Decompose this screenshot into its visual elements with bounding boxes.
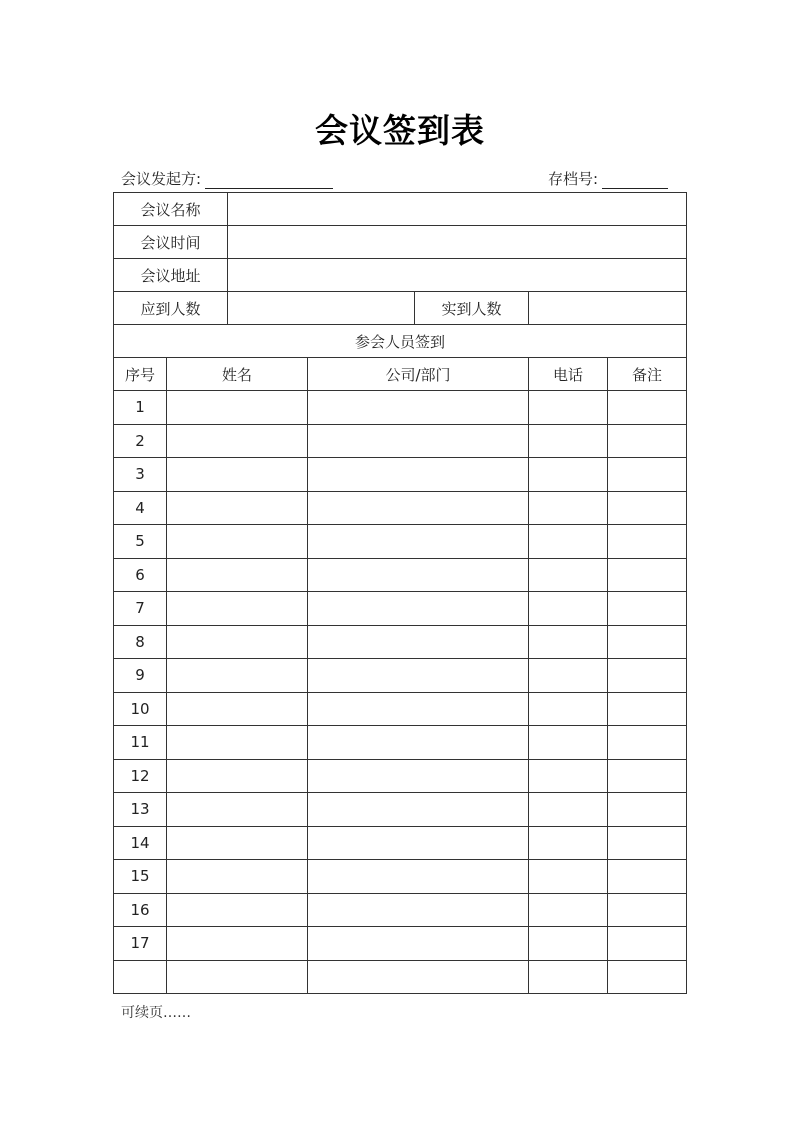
row-index: 11 <box>114 726 167 760</box>
attendee-rows <box>114 391 687 994</box>
remark-cell[interactable] <box>608 893 687 927</box>
phone-cell[interactable] <box>529 927 608 961</box>
remark-cell[interactable] <box>608 692 687 726</box>
meeting-name-row <box>114 193 687 226</box>
name-cell[interactable] <box>167 491 308 525</box>
phone-cell[interactable] <box>529 558 608 592</box>
phone-cell[interactable] <box>529 491 608 525</box>
expected-count-label: 应到人数 <box>114 292 228 325</box>
remark-cell[interactable] <box>608 826 687 860</box>
table-row <box>114 659 687 693</box>
col-header-company: 公司/部门 <box>308 358 529 391</box>
table-row <box>114 893 687 927</box>
organizer-label: 会议发起方: <box>121 170 202 188</box>
col-header-phone: 电话 <box>529 358 608 391</box>
name-cell[interactable] <box>167 860 308 894</box>
remark-cell[interactable] <box>608 491 687 525</box>
archive-blank[interactable] <box>602 172 668 189</box>
table-row <box>114 625 687 659</box>
company-cell[interactable] <box>308 525 529 559</box>
name-cell[interactable] <box>167 592 308 626</box>
company-cell[interactable] <box>308 558 529 592</box>
company-cell[interactable] <box>308 726 529 760</box>
name-cell[interactable] <box>167 927 308 961</box>
remark-cell[interactable] <box>608 659 687 693</box>
attendance-count-row <box>114 292 687 325</box>
section-title: 参会人员签到 <box>114 325 687 358</box>
row-index: 14 <box>114 826 167 860</box>
table-row <box>114 793 687 827</box>
meeting-time-label: 会议时间 <box>114 226 228 259</box>
phone-cell[interactable] <box>529 826 608 860</box>
name-cell[interactable] <box>167 960 308 994</box>
section-title-row <box>114 325 687 358</box>
phone-cell[interactable] <box>529 625 608 659</box>
table-row <box>114 491 687 525</box>
remark-cell[interactable] <box>608 759 687 793</box>
row-index: 2 <box>114 424 167 458</box>
row-index: 6 <box>114 558 167 592</box>
name-cell[interactable] <box>167 893 308 927</box>
row-index: 15 <box>114 860 167 894</box>
name-cell[interactable] <box>167 391 308 425</box>
archive-field <box>548 168 668 189</box>
phone-cell[interactable] <box>529 759 608 793</box>
row-index: 7 <box>114 592 167 626</box>
table-row <box>114 558 687 592</box>
company-cell[interactable] <box>308 592 529 626</box>
row-index: 13 <box>114 793 167 827</box>
company-cell[interactable] <box>308 391 529 425</box>
name-cell[interactable] <box>167 424 308 458</box>
company-cell[interactable] <box>308 793 529 827</box>
signin-table <box>113 192 687 994</box>
company-cell[interactable] <box>308 424 529 458</box>
phone-cell[interactable] <box>529 893 608 927</box>
company-cell[interactable] <box>308 759 529 793</box>
company-cell[interactable] <box>308 826 529 860</box>
company-cell[interactable] <box>308 659 529 693</box>
phone-cell[interactable] <box>529 391 608 425</box>
expected-count-cell[interactable] <box>228 292 415 325</box>
phone-cell[interactable] <box>529 726 608 760</box>
row-index <box>114 960 167 994</box>
table-row <box>114 692 687 726</box>
name-cell[interactable] <box>167 793 308 827</box>
table-row <box>114 424 687 458</box>
phone-cell[interactable] <box>529 458 608 492</box>
remark-cell[interactable] <box>608 625 687 659</box>
table-row <box>114 759 687 793</box>
organizer-blank[interactable] <box>205 172 333 189</box>
name-cell[interactable] <box>167 826 308 860</box>
row-index: 12 <box>114 759 167 793</box>
remark-cell[interactable] <box>608 860 687 894</box>
remark-cell[interactable] <box>608 793 687 827</box>
table-row <box>114 592 687 626</box>
name-cell[interactable] <box>167 625 308 659</box>
page-title: 会议签到表 <box>315 111 485 150</box>
row-index: 17 <box>114 927 167 961</box>
row-index: 4 <box>114 491 167 525</box>
name-cell[interactable] <box>167 458 308 492</box>
table-row <box>114 726 687 760</box>
remark-cell[interactable] <box>608 458 687 492</box>
company-cell[interactable] <box>308 692 529 726</box>
col-header-index: 序号 <box>114 358 167 391</box>
name-cell[interactable] <box>167 726 308 760</box>
actual-count-label: 实到人数 <box>415 292 529 325</box>
phone-cell[interactable] <box>529 525 608 559</box>
row-index: 9 <box>114 659 167 693</box>
archive-label: 存档号: <box>548 170 599 188</box>
row-index: 5 <box>114 525 167 559</box>
meeting-name-cell[interactable] <box>228 193 687 226</box>
table-row <box>114 860 687 894</box>
remark-cell[interactable] <box>608 592 687 626</box>
company-cell[interactable] <box>308 927 529 961</box>
table-row <box>114 525 687 559</box>
meeting-address-label: 会议地址 <box>114 259 228 292</box>
row-index: 3 <box>114 458 167 492</box>
company-cell[interactable] <box>308 491 529 525</box>
remark-cell[interactable] <box>608 525 687 559</box>
table-row <box>114 826 687 860</box>
remark-cell[interactable] <box>608 927 687 961</box>
company-cell[interactable] <box>308 960 529 994</box>
row-index: 1 <box>114 391 167 425</box>
table-row <box>114 960 687 994</box>
name-cell[interactable] <box>167 659 308 693</box>
company-cell[interactable] <box>308 458 529 492</box>
phone-cell[interactable] <box>529 659 608 693</box>
meeting-address-cell[interactable] <box>228 259 687 292</box>
row-index: 8 <box>114 625 167 659</box>
remark-cell[interactable] <box>608 424 687 458</box>
phone-cell[interactable] <box>529 692 608 726</box>
col-header-name: 姓名 <box>167 358 308 391</box>
phone-cell[interactable] <box>529 592 608 626</box>
name-cell[interactable] <box>167 759 308 793</box>
table-row <box>114 927 687 961</box>
table-row <box>114 458 687 492</box>
phone-cell[interactable] <box>529 793 608 827</box>
column-header-row <box>114 358 687 391</box>
meeting-time-cell[interactable] <box>228 226 687 259</box>
name-cell[interactable] <box>167 692 308 726</box>
row-index: 10 <box>114 692 167 726</box>
remark-cell[interactable] <box>608 558 687 592</box>
phone-cell[interactable] <box>529 960 608 994</box>
meeting-address-row <box>114 259 687 292</box>
remark-cell[interactable] <box>608 726 687 760</box>
company-cell[interactable] <box>308 893 529 927</box>
company-cell[interactable] <box>308 625 529 659</box>
row-index: 16 <box>114 893 167 927</box>
actual-count-cell[interactable] <box>529 292 687 325</box>
meeting-time-row <box>114 226 687 259</box>
meeting-name-label: 会议名称 <box>114 193 228 226</box>
company-cell[interactable] <box>308 860 529 894</box>
col-header-remark: 备注 <box>608 358 687 391</box>
name-cell[interactable] <box>167 525 308 559</box>
phone-cell[interactable] <box>529 424 608 458</box>
remark-cell[interactable] <box>608 391 687 425</box>
name-cell[interactable] <box>167 558 308 592</box>
remark-cell[interactable] <box>608 960 687 994</box>
continuation-note: 可续页…… <box>121 1005 191 1021</box>
table-row <box>114 391 687 425</box>
organizer-field <box>121 168 333 189</box>
phone-cell[interactable] <box>529 860 608 894</box>
